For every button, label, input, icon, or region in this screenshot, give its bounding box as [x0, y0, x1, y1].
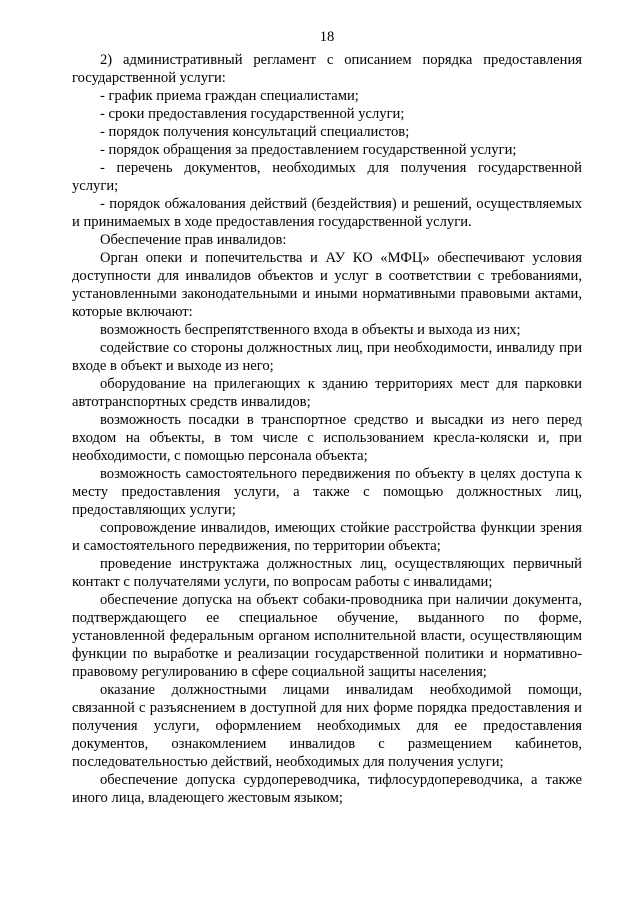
- accessibility-item: обеспечение допуска на объект собаки-проводника при наличии документа, подтверждающего ее специальное обучение, выданного по форме, установленной федеральным органом исполнительной власти, осуществляющим функции по выработке и реализации государственной политики и нормативно-правовому регулированию в сфере социальной защиты населения;: [72, 592, 582, 680]
- accessibility-item: оборудование на прилегающих к зданию территориях мест для парковки автотранспортных средств инвалидов;: [72, 376, 582, 410]
- accessibility-item: сопровождение инвалидов, имеющих стойкие расстройства функции зрения и самостоятельного передвижения, по территории объекта;: [72, 520, 582, 554]
- regulation-item: - сроки предоставления государственной услуги;: [100, 106, 405, 122]
- accessibility-item: содействие со стороны должностных лиц, при необходимости, инвалиду при входе в объект и выходе из него;: [72, 340, 582, 374]
- regulation-intro: 2) административный регламент с описанием порядка предоставления государственной услуги:: [72, 52, 582, 86]
- accessibility-item: проведение инструктажа должностных лиц, осуществляющих первичный контакт с получателями услуги, по вопросам работы с инвалидами;: [72, 556, 582, 590]
- regulation-item: - порядок обращения за предоставлением государственной услуги;: [100, 142, 517, 158]
- page-number: 18: [319, 29, 335, 45]
- accessibility-item: возможность беспрепятственного входа в объекты и выхода из них;: [100, 322, 521, 338]
- accessibility-item: возможность посадки в транспортное средство и высадки из него перед входом на объекты, в том числе с использованием кресла-коляски и, при необходимости, с помощью персонала объекта;: [72, 412, 582, 464]
- section-heading: Обеспечение прав инвалидов:: [100, 232, 287, 248]
- regulation-item: - перечень документов, необходимых для получения государственной услуги;: [72, 160, 582, 194]
- regulation-item: - порядок получения консультаций специалистов;: [100, 124, 410, 140]
- regulation-item: - график приема граждан специалистами;: [100, 88, 359, 104]
- accessibility-item: возможность самостоятельного передвижения по объекту в целях доступа к месту предоставления услуги, а также с помощью должностных лиц, предоставляющих услуги;: [72, 466, 582, 518]
- accessibility-item: обеспечение допуска сурдопереводчика, тифлосурдопереводчика, а также иного лица, владеющего жестовым языком;: [72, 772, 582, 806]
- accessibility-item: оказание должностными лицами инвалидам необходимой помощи, связанной с разъяснением в доступной для них форме порядка предоставления и получения услуги, оформлением необходимых для ее предоставления документов, ознакомлением инвалидов с размещением кабинетов, последовательностью действий, необходимых для получения услуги;: [72, 682, 582, 770]
- regulation-item: - порядок обжалования действий (бездействия) и решений, осуществляемых и принимаемых в ходе предоставления государственной услуги.: [72, 196, 582, 230]
- section-intro: Орган опеки и попечительства и АУ КО «МФЦ» обеспечивают условия доступности для инвалидов объектов и услуг в соответствии с требованиями, установленными законодательными и иными нормативными правовыми актами, которые включают:: [72, 250, 582, 320]
- document-page: [72, 28, 582, 807]
